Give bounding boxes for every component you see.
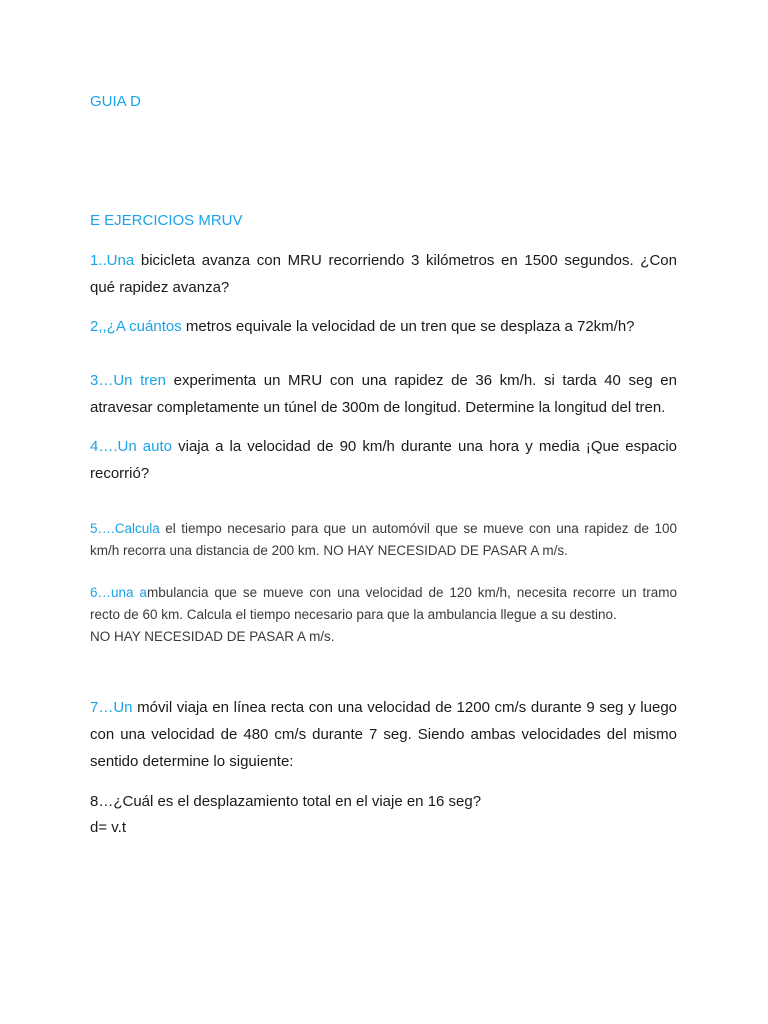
exercise-3-text: experimenta un MRU con una rapidez de 36 km/h. si tarda 40 seg en atravesar completamente un túnel de 300m de longitud. Determine la longitud del tren. <box>90 372 677 416</box>
exercise-5-text: el tiempo necesario para que un automóvil que se mueve con una rapidez de 100 km/h recorra una distancia de 200 km. NO HAY NECESIDAD DE PASAR A m/s. <box>90 521 677 558</box>
exercise-1-text: bicicleta avanza con MRU recorriendo 3 kilómetros en 1500 segundos. ¿Con qué rapidez avanza? <box>90 252 677 296</box>
exercise-5 <box>90 518 677 562</box>
exercise-6-text: mbulancia que se mueve con una velocidad de 120 km/h, necesita recorre un tramo recto de 60 km. Calcula el tiempo necesario para que la ambulancia llegue a su destino. <box>90 585 677 622</box>
exercise-6-note: NO HAY NECESIDAD DE PASAR A m/s. <box>90 629 335 644</box>
exercise-1 <box>90 247 677 301</box>
exercise-1-prefix: 1..Una <box>90 252 135 269</box>
exercise-8-text: 8…¿Cuál es el desplazamiento total en el viaje en 16 seg? <box>90 793 482 810</box>
exercise-7-prefix: 7…Un <box>90 699 133 716</box>
exercise-3-prefix: 3…Un tren <box>90 372 166 389</box>
exercise-2 <box>90 313 677 340</box>
exercise-6-prefix: 6…una a <box>90 585 147 600</box>
exercise-8-formula: d= v.t <box>90 819 126 836</box>
section-title: E EJERCICIOS MRUV <box>90 212 243 229</box>
exercise-3 <box>90 367 677 421</box>
exercise-7-text: móvil viaja en línea recta con una velocidad de 1200 cm/s durante 9 seg y luego con una velocidad de 480 cm/s durante 7 seg. Siendo ambas velocidades del mismo sentido determine lo siguiente: <box>90 699 677 770</box>
exercise-8 <box>90 789 677 841</box>
exercise-2-text: metros equivale la velocidad de un tren que se desplaza a 72km/h? <box>181 318 635 335</box>
exercise-7 <box>90 694 677 775</box>
guide-title: GUIA D <box>90 93 141 110</box>
exercise-6 <box>90 582 677 648</box>
exercise-4-prefix: 4….Un auto <box>90 438 172 455</box>
exercise-5-prefix: 5….Calcula <box>90 521 160 536</box>
exercise-2-prefix: 2,,¿A cuántos <box>90 318 182 335</box>
exercise-4-text: viaja a la velocidad de 90 km/h durante una hora y media ¡Que espacio recorrió? <box>90 438 678 482</box>
exercise-4 <box>90 433 677 487</box>
